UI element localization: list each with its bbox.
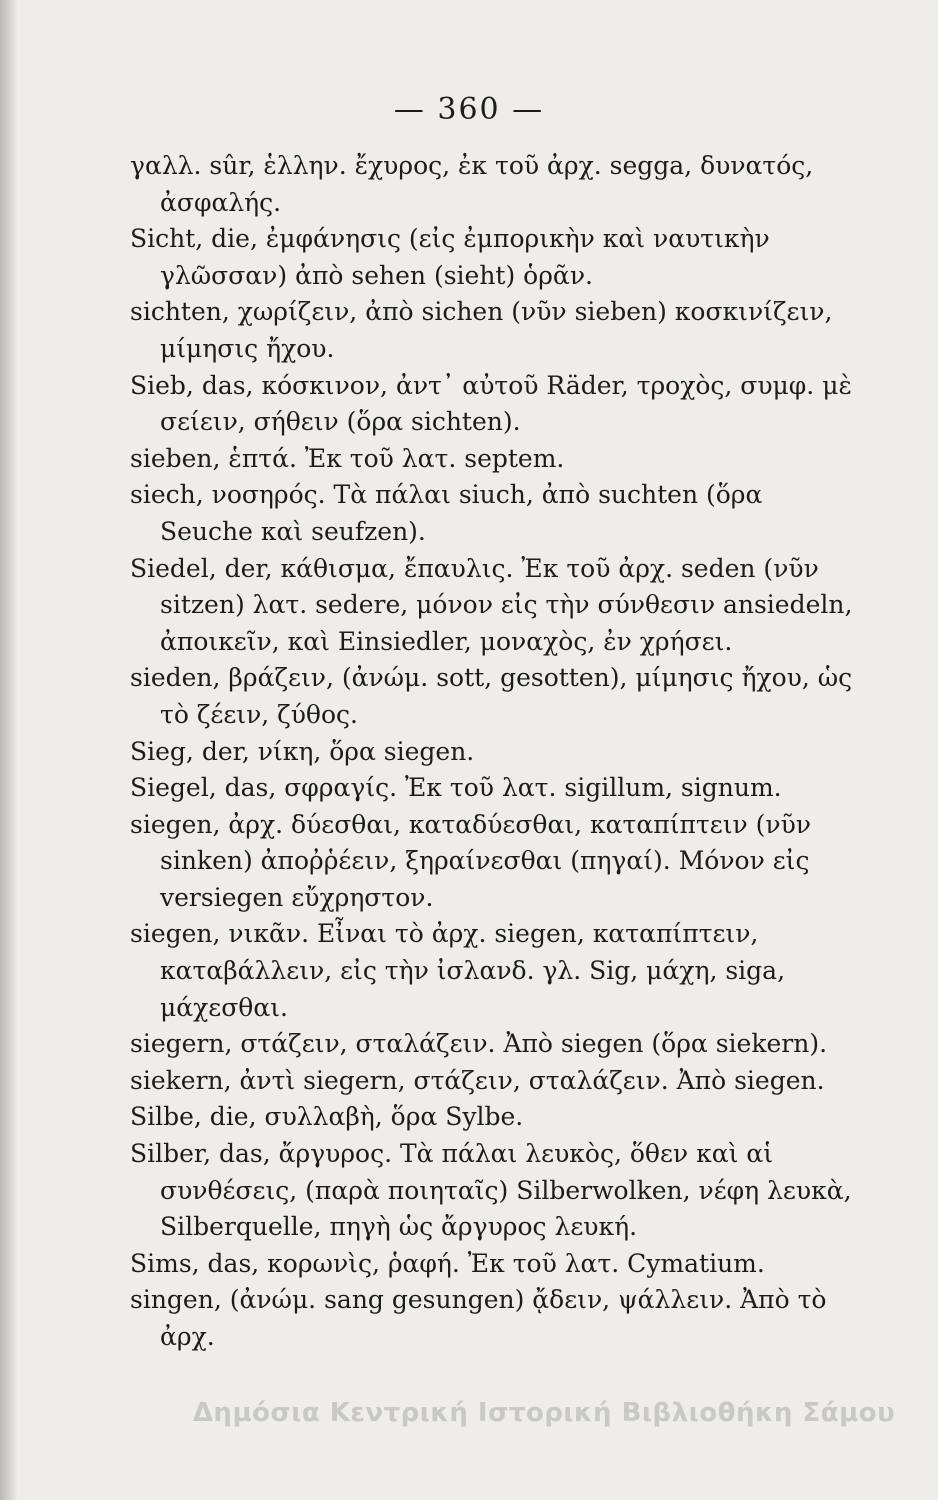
dictionary-entry: sieben, ἑπτά. Ἐκ τοῦ λατ. septem. bbox=[130, 443, 565, 473]
library-watermark: Δημόσια Κεντρική Ιστορική Βιβλιοθήκη Σάμου bbox=[192, 1398, 896, 1428]
binding-shadow bbox=[0, 0, 18, 1500]
dictionary-entry: siegen, νικᾶν. Εἶναι τὸ ἀρχ. siegen, καταπίπτειν, καταβάλλειν, εἰς τὴν ἰσλανδ. γλ. Sig, μάχη, siga, μάχεσθαι. bbox=[130, 919, 786, 1022]
dictionary-entry: Sieb, das, κόσκινον, ἀντ᾽ αὐτοῦ Räder, τροχὸς, συμφ. μὲ σείειν, σήθειν (ὅρα sichten). bbox=[130, 370, 852, 437]
dictionary-entry: γαλλ. sûr, ἑλλην. ἔχυρος, ἐκ τοῦ ἀρχ. segga, δυνατός, ἀσφαλής. bbox=[130, 151, 814, 217]
dictionary-body bbox=[130, 148, 860, 1356]
dictionary-entry: Sims, das, κορωνὶς, ῥαφή. Ἐκ τοῦ λατ. Cymatium. bbox=[130, 1248, 765, 1278]
dictionary-entry: siegern, στάζειν, σταλάζειν. Ἀπὸ siegen (ὅρα siekern). bbox=[130, 1029, 828, 1059]
dictionary-entry: Siedel, der, κάθισμα, ἔπαυλις. Ἐκ τοῦ ἀρχ. seden (νῦν sitzen) λατ. sedere, μόνον εἰς τὴν σύνθεσιν ansiedeln, ἀποικεῖν, καὶ Einsiedler, μοναχὸς, ἐν χρήσει. bbox=[130, 553, 853, 656]
dictionary-entry: sieden, βράζειν, (ἀνώμ. sott, gesotten), μίμησις ἤχου, ὡς τὸ ζέειν, ζύθος. bbox=[130, 663, 853, 729]
dictionary-entry: singen, (ἀνώμ. sang gesungen) ᾄδειν, ψάλλειν. Ἀπὸ τὸ ἀρχ. bbox=[130, 1285, 827, 1351]
dictionary-entry: Siegel, das, σφραγίς. Ἐκ τοῦ λατ. sigillum, signum. bbox=[130, 773, 782, 803]
dictionary-entry: sichten, χωρίζειν, ἀπὸ sichen (νῦν sieben) κοσκινίζειν, μίμησις ἤχου. bbox=[130, 297, 833, 363]
page-number: — 360 — bbox=[393, 92, 545, 127]
dictionary-entry: Silbe, die, συλλαβὴ, ὅρα Sylbe. bbox=[130, 1102, 524, 1132]
dictionary-entry: siegen, ἀρχ. δύεσθαι, καταδύεσθαι, καταπίπτειν (νῦν sinken) ἀποῤῥέειν, ξηραίνεσθαι (πηγαί). Μόνον εἰς versiegen εὔχρηστον. bbox=[130, 809, 812, 912]
dictionary-entry: siech, νοσηρός. Τὰ πάλαι siuch, ἀπὸ suchten (ὅρα Seuche καὶ seufzen). bbox=[130, 480, 763, 546]
dictionary-entry: Silber, das, ἄργυρος. Τὰ πάλαι λευκὸς, ὅθεν καὶ αἱ συνθέσεις, (παρὰ ποιηταῖς) Silberwolken, νέφη λευκὰ, Silberquelle, πηγὴ ὡς ἄργυρος λευκή. bbox=[130, 1139, 852, 1242]
dictionary-entry: Sieg, der, νίκη, ὅρα siegen. bbox=[130, 736, 475, 766]
dictionary-entry: siekern, ἀντὶ siegern, στάζειν, σταλάζειν. Ἀπὸ siegen. bbox=[130, 1065, 825, 1095]
dictionary-entry: Sicht, die, ἐμφάνησις (εἰς ἐμπορικὴν καὶ ναυτικὴν γλῶσσαν) ἀπὸ sehen (sieht) ὁρᾶν. bbox=[130, 224, 770, 290]
